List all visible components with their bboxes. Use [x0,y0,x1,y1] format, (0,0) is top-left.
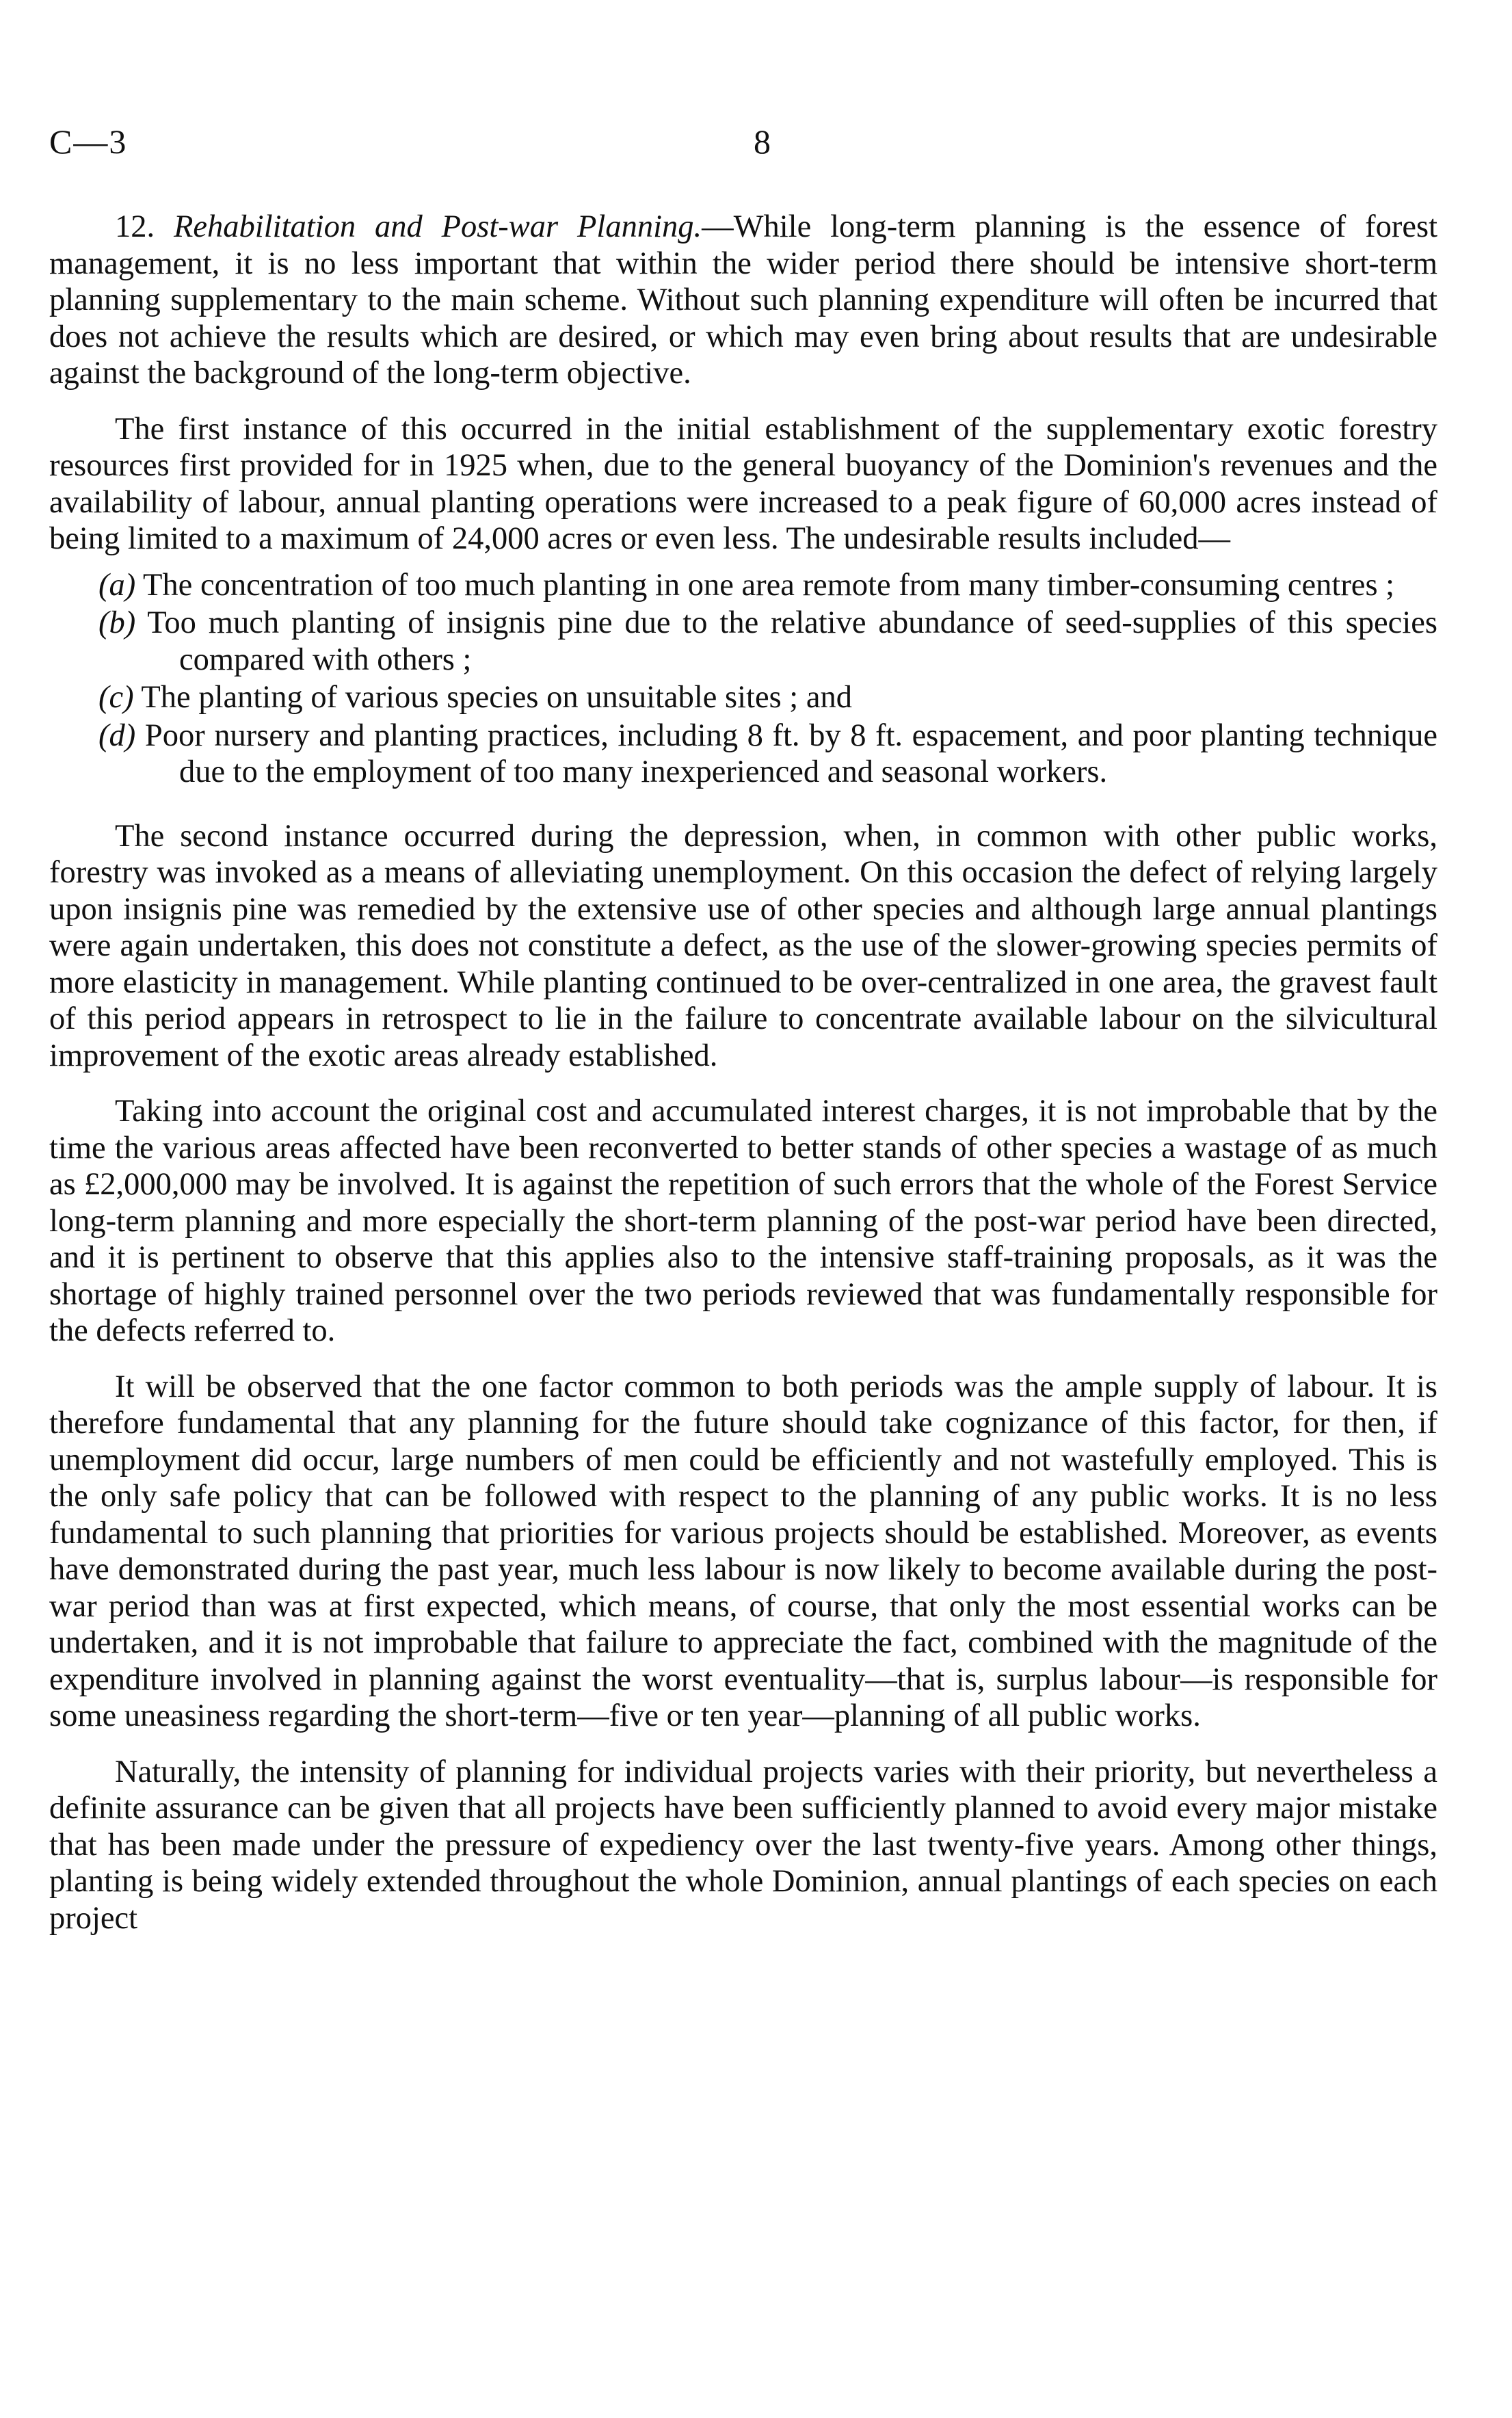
list-item [49,679,1437,716]
list-item-text: Too much planting of insignis pine due to the relative abundance of seed-supplies of this species compared with others ; [147,605,1437,677]
list-marker: (c) [98,680,134,715]
list-item [49,567,1437,604]
section-lead-text: —While long-term planning is the essence of forest management, it is no less important that within the wider period there should be intensive short-term planning supplementary to the main scheme. Without such planning expenditure will often be incurred that does not achieve the results which are desired, or which may even bring about results that are undesirable against the background of the long-term objective. [49,209,1437,391]
undesirable-results-list [49,567,1437,791]
section-12-paragraph [49,209,1437,392]
section-heading: Rehabilitation and Post-war Planning. [174,209,702,244]
list-marker: (d) [98,718,136,753]
list-item [49,718,1437,791]
paragraph-first-instance: The first instance of this occurred in the initial establishment of the supplementary exotic forestry resources first provided for in 1925 when, due to the general buoyancy of the Dominion's revenues and the availability of labour, annual planting operations were increased to a peak figure of 60,000 acres instead of being limited to a maximum of 24,000 acres or even less. The undesirable results included— [49,411,1437,556]
paragraph-wastage: Taking into account the original cost and accumulated interest charges, it is not improbable that by the time the various areas affected have been reconverted to better stands of other species a wastage of as much as £2,000,000 may be involved. It is against the repetition of such errors that the whole of the Forest Service long-term planning and more especially the short-term planning of the post-war period have been directed, and it is pertinent to observe that this applies also to the intensive staff-training proposals, as it was the shortage of highly trained personnel over the two periods reviewed that was fundamentally responsible for the defects referred to. [49,1094,1437,1348]
list-item-text: Poor nursery and planting practices, including 8 ft. by 8 ft. espacement, and poor planting technique due to the employment of too many inexperienced and seasonal workers. [144,718,1438,789]
paragraph-priority-planning: Naturally, the intensity of planning for individual projects varies with their priority, but nevertheless a definite assurance can be given that all projects have been sufficiently planned to avoid every major mistake that has been made under the pressure of expediency over the last twenty-five years. Among other things, planting is being widely extended throughout the whole Dominion, annual plantings of each species on each project [49,1754,1437,1936]
paragraph-second-instance: The second instance occurred during the depression, when, in common with other public works, forestry was invoked as a means of alleviating unemployment. On this occasion the defect of relying largely upon insignis pine was remedied by the extensive use of other species and although large annual plantings were again undertaken, this does not constitute a defect, as the use of the slower-growing species permits of more elasticity in management. While planting continued to be over-centralized in one area, the gravest fault of this period appears in retrospect to lie in the failure to concentrate available labour on the silvicultural improvement of the exotic areas already established. [49,818,1437,1073]
list-marker: (b) [98,605,136,640]
section-number: 12. [115,209,155,244]
page-number: 8 [754,122,771,161]
list-item-text: The planting of various species on unsuitable sites ; and [141,680,852,715]
body-text [49,209,1437,1956]
list-item [49,605,1437,678]
paragraph-labour-supply: It will be observed that the one factor common to both periods was the ample supply of labour. It is therefore fundamental that any planning for the future should take cognizance of this factor, for then, if unemployment did occur, large numbers of men could be efficiently and not wastefully employed. This is the only safe policy that can be followed with respect to the planning of any public works. It is no less fundamental to such planning that priorities for various projects should be established. Moreover, as events have demonstrated during the past year, much less labour is now likely to become available during the post-war period than was at first expected, which means, of course, that only the most essential works can be undertaken, and it is not improbable that failure to appreciate the fact, combined with the magnitude of the expenditure involved in planning against the worst eventuality—that is, surplus labour—is responsible for some uneasiness regarding the short-term—five or ten year—planning of all public works. [49,1369,1437,1733]
list-item-text: The concentration of too much planting in one area remote from many timber-consuming centres ; [143,567,1395,603]
page-header [49,122,1463,170]
document-code: C—3 [49,122,128,161]
list-marker: (a) [98,567,136,603]
